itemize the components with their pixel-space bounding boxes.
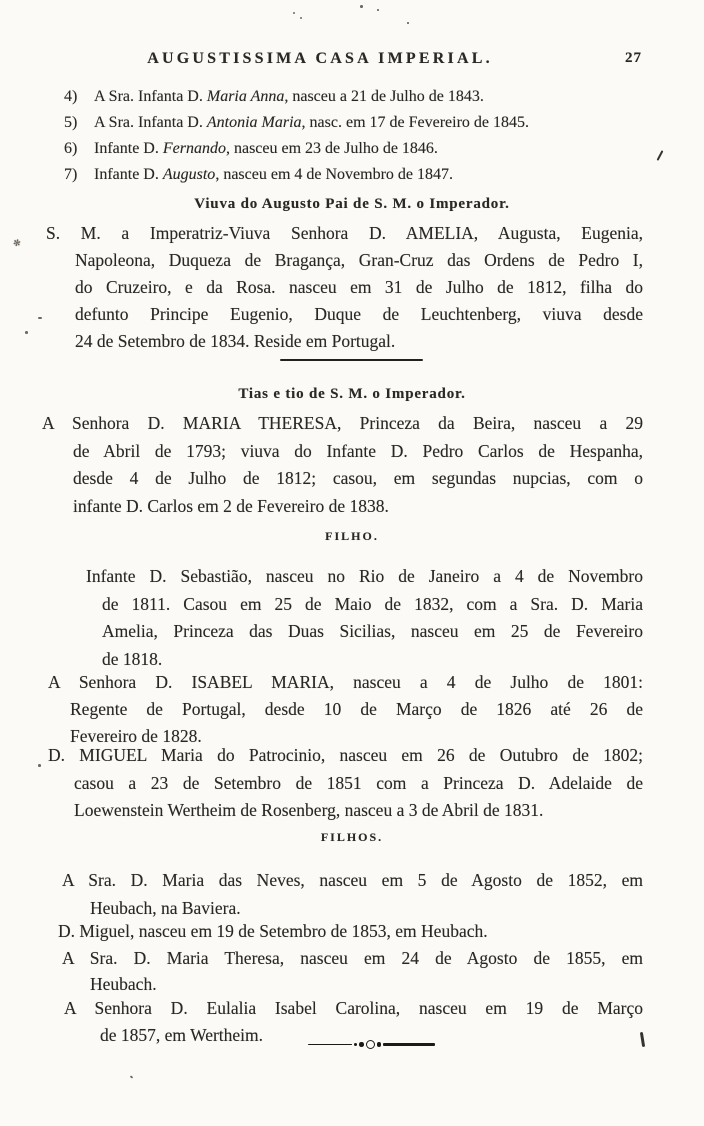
- name-italic: Fernando: [162, 140, 226, 157]
- paragraph-line: A Sra. D. Maria das Neves, nasceu em 5 de Agosto de 1852, em: [62, 870, 643, 890]
- item-number: 5): [64, 114, 78, 131]
- paragraph-line: infante D. Carlos em 2 de Fevereiro de 1838.: [73, 495, 389, 516]
- paragraph-line: desde 4 de Julho de 1812; casou, em segundas nupcias, com o: [73, 468, 643, 488]
- name-italic: Augusto: [162, 166, 216, 183]
- item-text: , nasc. em 17 de Fevereiro de 1845.: [301, 114, 530, 131]
- paragraph-line: Loewenstein Wertheim de Rosenberg, nasceu a 3 de Abril de 1831.: [74, 800, 544, 820]
- scan-artifact: [360, 5, 363, 8]
- paragraph-line: A Senhora D. Eulalia Isabel Carolina, nasceu em 19 de Março: [64, 998, 643, 1018]
- paragraph-line: de 1818.: [102, 649, 163, 670]
- item-text: , nasceu a 21 de Julho de 1843.: [284, 88, 484, 105]
- scan-artifact: [293, 12, 295, 14]
- paragraph-line: do Cruzeiro, e da Rosa. nasceu em 31 de Julho de 1812, filha do: [75, 277, 643, 297]
- scan-artifact: [38, 317, 42, 319]
- paragraph-line: Heubach.: [90, 974, 157, 994]
- maria-theresa-child-paragraph: [62, 945, 643, 997]
- item-number: 4): [64, 88, 78, 105]
- scan-artifact: [130, 1075, 134, 1078]
- sebastiao-paragraph: [86, 563, 643, 674]
- miguel-paragraph: [48, 742, 643, 825]
- paragraph-line: D. Miguel, nasceu em 19 de Setembro de 1853, em Heubach.: [58, 921, 488, 941]
- maria-theresa-paragraph: [42, 410, 643, 520]
- paragraph-line: Amelia, Princeza das Duas Sicilias, nasceu em 25 de Fevereiro: [102, 621, 643, 642]
- paragraph-line: Fevereiro de 1828.: [70, 726, 202, 746]
- miguel-son-paragraph: [58, 918, 643, 945]
- section-heading-viuva: Viuva do Augusto Pai de S. M. o Imperador.: [194, 196, 510, 212]
- isabel-maria-paragraph: [48, 669, 643, 750]
- paragraph-line: de 1811. Casou em 25 de Maio de 1832, com a Sra. D. Maria: [102, 593, 643, 614]
- scan-artifact: [38, 764, 41, 767]
- item-number: 7): [64, 166, 78, 183]
- item-number: 6): [64, 140, 78, 157]
- section-heading-tias: Tias e tio de S. M. o Imperador.: [238, 386, 466, 402]
- paragraph-line: S. M. a Imperatriz-Viuva Senhora D. AMELIA, Augusta, Eugenia,: [46, 223, 643, 243]
- scan-artifact-smudge: ✻: [12, 237, 22, 249]
- filhos-heading: FILHOS.: [320, 830, 384, 844]
- paragraph-line: 24 de Setembro de 1834. Reside em Portugal.: [75, 331, 396, 351]
- paragraph-line: casou a 23 de Setembro de 1851 com a Princeza D. Adelaide de: [74, 772, 643, 793]
- page-number: 27: [625, 50, 642, 66]
- paragraph-line: A Senhora D. MARIA THERESA, Princeza da Beira, nasceu a 29: [42, 413, 643, 433]
- item-text: , nasceu em 4 de Novembro de 1847.: [215, 166, 454, 183]
- item-text: A Sra. Infanta D.: [94, 114, 207, 131]
- paragraph-line: A Sra. D. Maria Theresa, nasceu em 24 de Agosto de 1855, em: [62, 948, 643, 968]
- list-item: [64, 136, 646, 162]
- infantes-list: [64, 84, 646, 188]
- scan-artifact-stroke: [657, 150, 664, 161]
- scan-artifact: [377, 9, 379, 11]
- paragraph-line: defunto Principe Eugenio, Duque de Leuchtenberg, viuva desde: [75, 304, 643, 324]
- paragraph-line: Infante D. Sebastião, nasceu no Rio de Janeiro a 4 de Novembro: [86, 566, 643, 586]
- item-text: Infante D.: [94, 166, 163, 183]
- list-item: [64, 110, 646, 136]
- end-ornament-rule: [308, 1040, 435, 1049]
- paragraph-line: de 1857, em Wertheim.: [100, 1025, 264, 1045]
- amelia-paragraph: [46, 220, 643, 355]
- scan-artifact: [300, 17, 302, 19]
- paragraph-line: Regente de Portugal, desde 10 de Março de 1826 até 26 de: [70, 699, 643, 719]
- paragraph-line: de Abril de 1793; viuva do Infante D. Pedro Carlos de Hespanha,: [73, 440, 643, 461]
- paragraph-line: Heubach, na Baviera.: [90, 897, 241, 918]
- filho-heading: FILHO.: [325, 529, 379, 543]
- list-item: [64, 84, 646, 110]
- running-header: [0, 50, 704, 74]
- scan-artifact: [407, 22, 409, 24]
- section-divider-rule: [280, 359, 423, 361]
- paragraph-line: A Senhora D. ISABEL MARIA, nasceu a 4 de Julho de 1801:: [48, 672, 643, 692]
- maria-das-neves-paragraph: [62, 867, 643, 922]
- paragraph-line: Napoleona, Duqueza de Bragança, Gran-Cruz das Ordens de Pedro I,: [75, 250, 643, 270]
- scan-artifact: [25, 331, 28, 334]
- page-title: AUGUSTISSIMA CASA IMPERIAL.: [147, 50, 493, 67]
- paragraph-line: D. MIGUEL Maria do Patrocinio, nasceu em 26 de Outubro de 1802;: [48, 745, 643, 765]
- list-item: [64, 162, 646, 188]
- item-text: Infante D.: [94, 140, 163, 157]
- item-text: A Sra. Infanta D.: [94, 88, 207, 105]
- item-text: , nasceu em 23 de Julho de 1846.: [225, 140, 438, 157]
- name-italic: Antonia Maria: [206, 114, 302, 131]
- name-italic: Maria Anna: [206, 88, 285, 105]
